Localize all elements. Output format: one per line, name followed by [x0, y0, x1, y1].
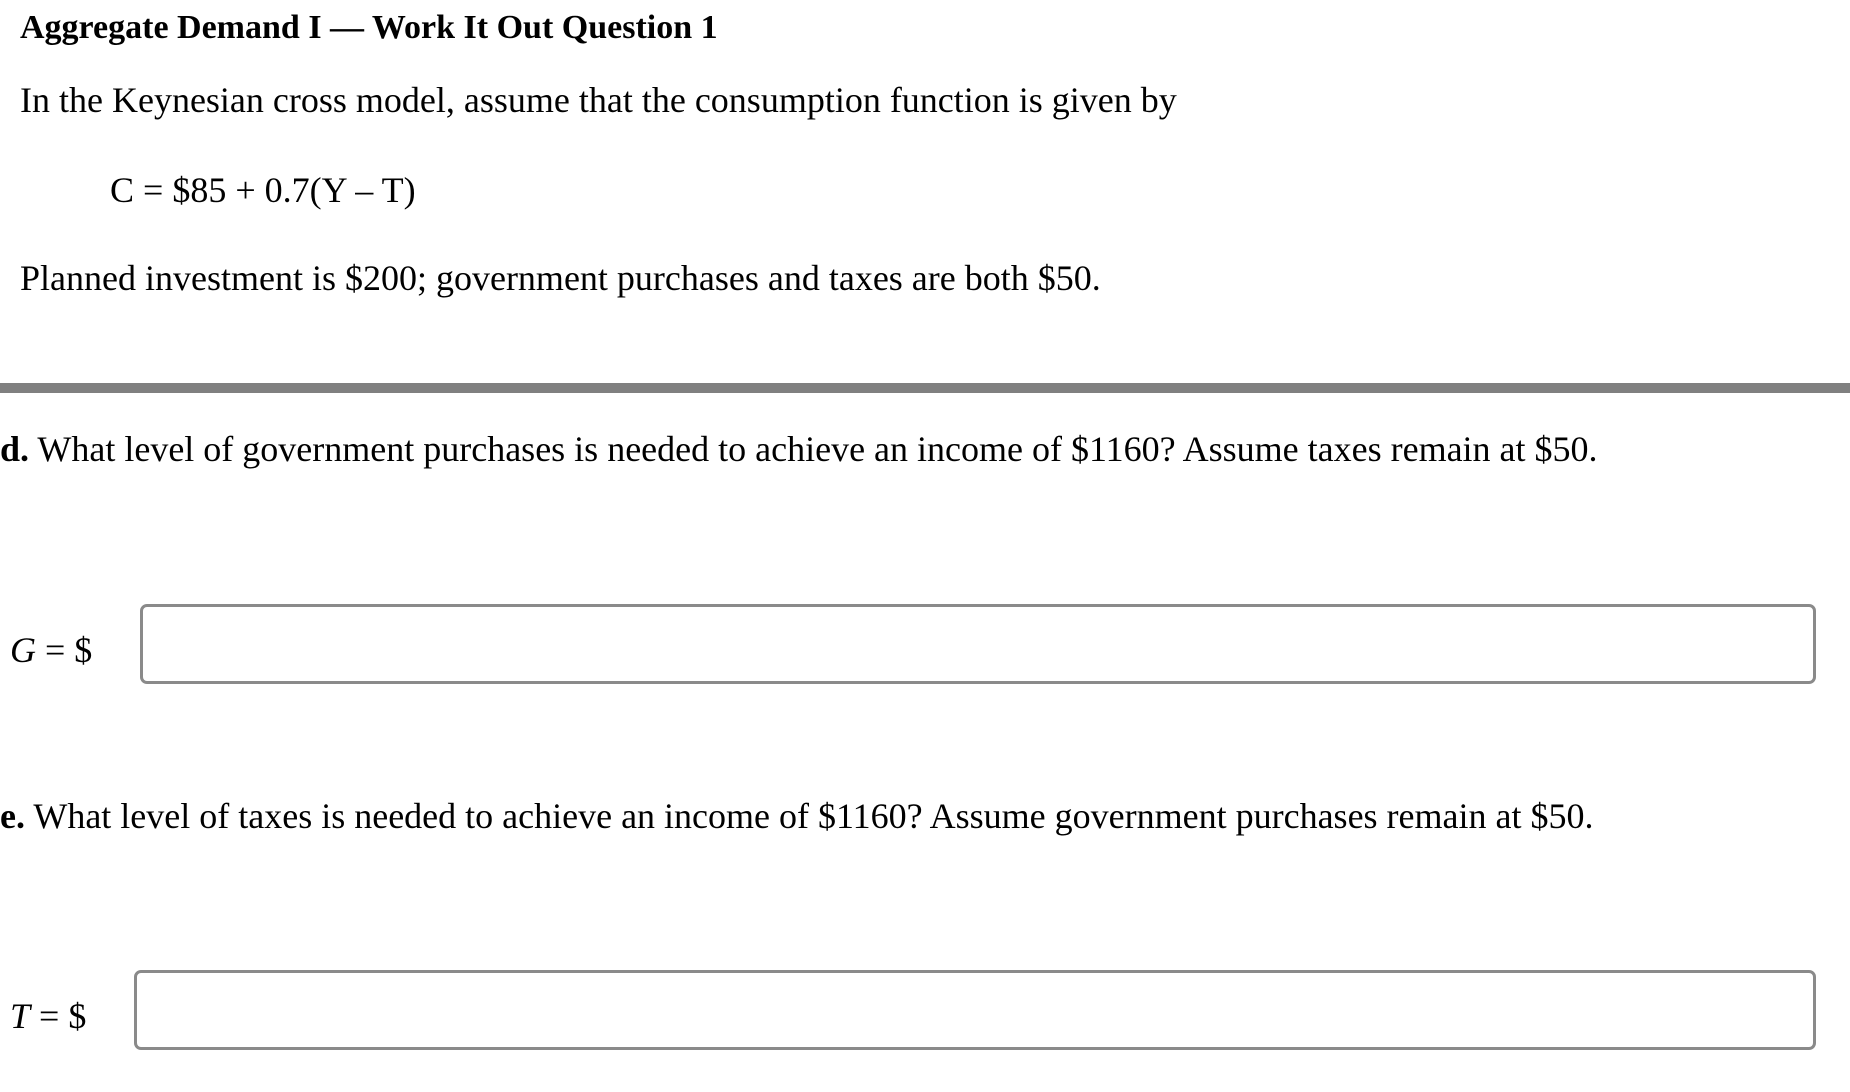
problem-given-values: Planned investment is $200; government purchases and taxes are both $50.: [20, 258, 1101, 298]
taxes-input[interactable]: [134, 970, 1816, 1050]
question-d-letter: d.: [0, 429, 30, 469]
answer-label-g-variable: G: [10, 630, 36, 670]
answer-label-g-suffix: = $: [36, 630, 93, 670]
government-purchases-input[interactable]: [140, 604, 1816, 684]
problem-intro: In the Keynesian cross model, assume that the consumption function is given by: [20, 80, 1177, 120]
page-title: Aggregate Demand I — Work It Out Question 1: [20, 9, 718, 46]
question-e-letter: e.: [0, 796, 25, 836]
answer-label-g: [10, 627, 92, 673]
answer-label-t: [10, 993, 86, 1039]
question-e: [0, 793, 1593, 839]
answer-label-t-suffix: = $: [30, 996, 87, 1036]
question-e-text: What level of taxes is needed to achieve an income of $1160? Assume government purchases remain at $50.: [24, 796, 1594, 836]
section-divider: [0, 383, 1850, 393]
answer-label-t-variable: T: [10, 996, 31, 1036]
question-d-text: What level of government purchases is needed to achieve an income of $1160? Assume taxes remain at $50.: [29, 429, 1598, 469]
question-d: [0, 426, 1598, 472]
consumption-function-equation: C = $85 + 0.7(Y – T): [110, 170, 416, 210]
